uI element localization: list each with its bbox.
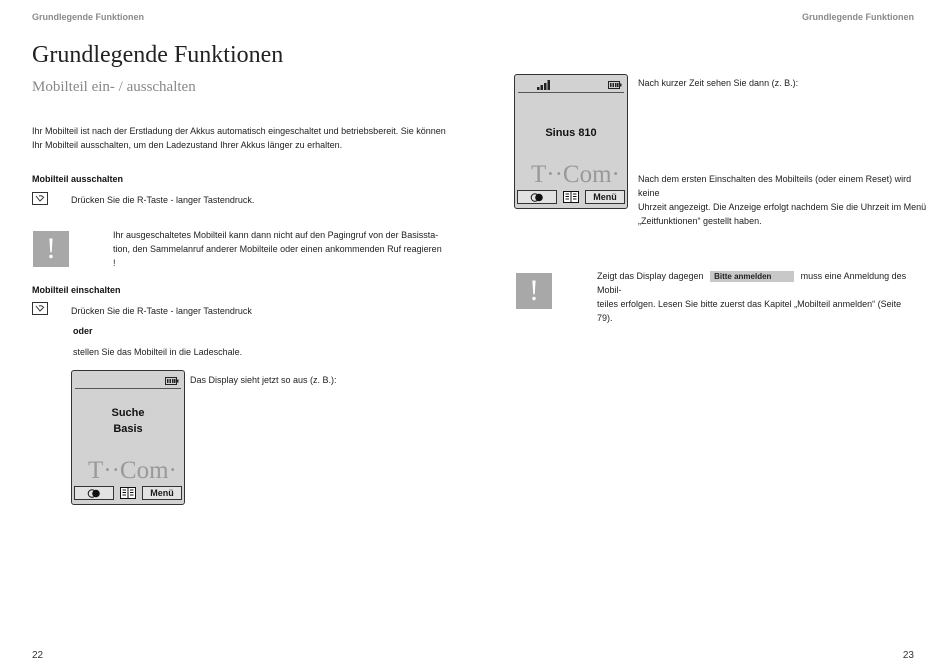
r-key-icon (32, 302, 48, 315)
display-caption: Das Display sieht jetzt so aus (z. B.): (190, 375, 337, 385)
caption-top: Nach kurzer Zeit sehen Sie dann (z. B.): (638, 78, 799, 88)
page-number-right: 23 (902, 650, 914, 661)
page-subtitle: Mobilteil ein- / ausschalten (32, 79, 196, 95)
intercom-icon (530, 193, 544, 202)
info-paragraph (638, 172, 928, 228)
display-line-2: Basis (113, 423, 143, 435)
phone-display-search (71, 370, 185, 505)
info-line-3: „Zeitfunktionen“ gestellt haben. (638, 216, 762, 226)
or-label: oder (73, 326, 93, 336)
tcom-logo: T··Com· (531, 161, 620, 188)
battery-icon (165, 377, 179, 385)
running-header-right: Grundlegende Funktionen (802, 12, 914, 22)
step-on: Drücken Sie die R-Taste - langer Tastendruck (71, 306, 252, 316)
phone-display-sinus (514, 74, 628, 209)
display-message-highlight: Bitte anmelden (710, 271, 794, 282)
warn-post: muss eine Anmeldung des Mobil- (597, 271, 907, 295)
page-number-left: 22 (32, 650, 44, 661)
softkey-menu[interactable]: Menü (585, 190, 625, 204)
softkey-phonebook[interactable] (118, 486, 138, 500)
softkey-bar (74, 486, 182, 500)
warning-icon: ! (516, 273, 552, 309)
display-line-1: Sinus 810 (545, 127, 597, 139)
battery-icon (608, 81, 622, 89)
page-title: Grundlegende Funktionen (32, 42, 284, 68)
intro-line-1: Ihr Mobilteil ist nach der Erstladung der Akkus automatisch eingeschaltet und betriebsbereit. Sie können (32, 126, 446, 136)
step-off: Drücken Sie die R-Taste - langer Tastendruck. (71, 195, 255, 205)
tcom-logo: T··Com· (88, 457, 177, 484)
running-header-left: Grundlegende Funktionen (32, 12, 144, 22)
display-top-divider (518, 92, 624, 93)
note-line-2: tion, den Sammelanruf anderer Mobilteile oder einen ankommenden Ruf reagieren ! (113, 244, 442, 268)
softkey-phonebook[interactable] (561, 190, 581, 204)
info-line-1: Nach dem ersten Einschalten des Mobilteils (oder einem Reset) wird keine (638, 174, 912, 198)
intro-paragraph (32, 124, 452, 152)
r-key-icon (32, 192, 48, 205)
warn-line-2: teiles erfolgen. Lesen Sie bitte zuerst das Kapitel „Mobilteil anmelden“ (Seite 79). (597, 299, 902, 323)
section-heading-on: Mobilteil einschalten (32, 285, 121, 295)
warn-pre: Zeigt das Display dagegen (597, 271, 704, 281)
note-paragraph (113, 228, 443, 270)
softkey-bar (517, 190, 625, 204)
softkey-menu[interactable]: Menü (142, 486, 182, 500)
section-heading-off: Mobilteil ausschalten (32, 174, 124, 184)
display-line-1: Suche (111, 407, 145, 419)
intro-line-2: Ihr Mobilteil ausschalten, um den Ladezustand Ihrer Akkus länger zu erhalten. (32, 140, 343, 150)
softkey-intercom[interactable] (517, 190, 557, 204)
warn-line-1 (597, 269, 917, 297)
warn-paragraph (597, 269, 917, 325)
intercom-icon (87, 489, 101, 498)
signal-icon (537, 80, 551, 90)
note-line-1: Ihr ausgeschaltetes Mobilteil kann dann nicht auf den Pagingruf von der Basissta- (113, 230, 439, 240)
phonebook-icon (563, 191, 579, 203)
softkey-intercom[interactable] (74, 486, 114, 500)
display-top-divider (75, 388, 181, 389)
info-line-2: Uhrzeit angezeigt. Die Anzeige erfolgt nachdem Sie die Uhrzeit im Menü (638, 202, 927, 212)
step-on-alt: stellen Sie das Mobilteil in die Ladeschale. (73, 347, 243, 357)
phonebook-icon (120, 487, 136, 499)
warning-icon: ! (33, 231, 69, 267)
